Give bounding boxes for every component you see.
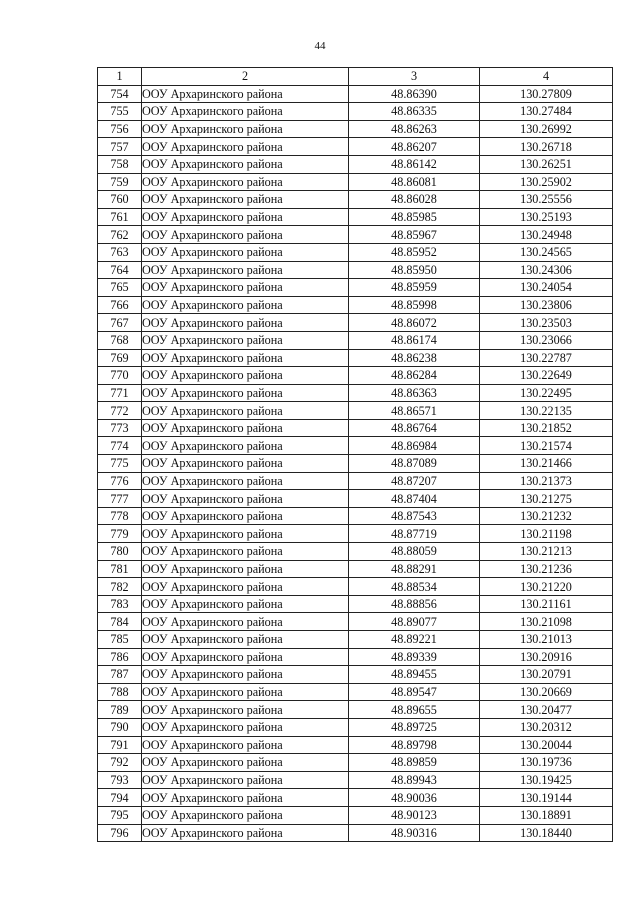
organization-cell: ООУ Архаринского района (142, 208, 349, 226)
table-row (98, 613, 613, 631)
organization-cell: ООУ Архаринского района (142, 507, 349, 525)
table-row (98, 296, 613, 314)
organization-cell: ООУ Архаринского района (142, 226, 349, 244)
row-number-cell: 784 (98, 613, 142, 631)
longitude-cell: 130.23066 (480, 331, 613, 349)
organization-cell: ООУ Архаринского района (142, 472, 349, 490)
row-number-cell: 777 (98, 490, 142, 508)
latitude-cell: 48.89725 (349, 718, 480, 736)
row-number-cell: 785 (98, 631, 142, 649)
latitude-cell: 48.87719 (349, 525, 480, 543)
latitude-cell: 48.87404 (349, 490, 480, 508)
row-number-cell: 792 (98, 754, 142, 772)
organization-cell: ООУ Архаринского района (142, 402, 349, 420)
row-number-cell: 758 (98, 155, 142, 173)
organization-cell: ООУ Архаринского района (142, 191, 349, 209)
latitude-cell: 48.86072 (349, 314, 480, 332)
longitude-cell: 130.25193 (480, 208, 613, 226)
row-number-cell: 781 (98, 560, 142, 578)
organization-cell: ООУ Архаринского района (142, 525, 349, 543)
latitude-cell: 48.85959 (349, 279, 480, 297)
organization-cell: ООУ Архаринского района (142, 595, 349, 613)
row-number-cell: 769 (98, 349, 142, 367)
table-row (98, 701, 613, 719)
longitude-cell: 130.27484 (480, 103, 613, 121)
row-number-cell: 773 (98, 419, 142, 437)
latitude-cell: 48.86984 (349, 437, 480, 455)
latitude-cell: 48.89547 (349, 683, 480, 701)
table-row (98, 85, 613, 103)
organization-cell: ООУ Архаринского района (142, 613, 349, 631)
organization-cell: ООУ Архаринского района (142, 578, 349, 596)
longitude-cell: 130.22649 (480, 367, 613, 385)
organization-cell: ООУ Архаринского района (142, 437, 349, 455)
row-number-cell: 796 (98, 824, 142, 842)
organization-cell: ООУ Архаринского района (142, 261, 349, 279)
row-number-cell: 760 (98, 191, 142, 209)
latitude-cell: 48.85952 (349, 243, 480, 261)
longitude-cell: 130.24306 (480, 261, 613, 279)
organization-cell: ООУ Архаринского района (142, 314, 349, 332)
table-row (98, 155, 613, 173)
latitude-cell: 48.87089 (349, 455, 480, 473)
longitude-cell: 130.21275 (480, 490, 613, 508)
latitude-cell: 48.89943 (349, 771, 480, 789)
latitude-cell: 48.90316 (349, 824, 480, 842)
longitude-cell: 130.19736 (480, 754, 613, 772)
organization-cell: ООУ Архаринского района (142, 419, 349, 437)
longitude-cell: 130.21213 (480, 543, 613, 561)
longitude-cell: 130.26992 (480, 120, 613, 138)
row-number-cell: 778 (98, 507, 142, 525)
row-number-cell: 783 (98, 595, 142, 613)
row-number-cell: 787 (98, 666, 142, 684)
organization-cell: ООУ Архаринского района (142, 331, 349, 349)
latitude-cell: 48.87207 (349, 472, 480, 490)
latitude-cell: 48.86571 (349, 402, 480, 420)
longitude-cell: 130.27809 (480, 85, 613, 103)
organization-cell: ООУ Архаринского района (142, 455, 349, 473)
longitude-cell: 130.21220 (480, 578, 613, 596)
organization-cell: ООУ Архаринского района (142, 683, 349, 701)
row-number-cell: 764 (98, 261, 142, 279)
latitude-cell: 48.89798 (349, 736, 480, 754)
row-number-cell: 756 (98, 120, 142, 138)
organization-cell: ООУ Архаринского района (142, 543, 349, 561)
table-row (98, 226, 613, 244)
row-number-cell: 767 (98, 314, 142, 332)
longitude-cell: 130.21466 (480, 455, 613, 473)
latitude-cell: 48.85998 (349, 296, 480, 314)
longitude-cell: 130.21574 (480, 437, 613, 455)
latitude-cell: 48.86174 (349, 331, 480, 349)
latitude-cell: 48.86142 (349, 155, 480, 173)
column-header-1: 1 (98, 68, 142, 86)
row-number-cell: 761 (98, 208, 142, 226)
organization-cell: ООУ Архаринского района (142, 384, 349, 402)
organization-cell: ООУ Архаринского района (142, 754, 349, 772)
organization-cell: ООУ Архаринского района (142, 120, 349, 138)
latitude-cell: 48.86363 (349, 384, 480, 402)
page-number: 44 (314, 40, 326, 52)
table-row (98, 631, 613, 649)
table-row (98, 789, 613, 807)
table-row (98, 525, 613, 543)
latitude-cell: 48.86207 (349, 138, 480, 156)
table-row (98, 490, 613, 508)
row-number-cell: 762 (98, 226, 142, 244)
longitude-cell: 130.21232 (480, 507, 613, 525)
row-number-cell: 793 (98, 771, 142, 789)
latitude-cell: 48.89339 (349, 648, 480, 666)
column-header-2: 2 (142, 68, 349, 86)
latitude-cell: 48.86335 (349, 103, 480, 121)
organization-cell: ООУ Архаринского района (142, 138, 349, 156)
longitude-cell: 130.24948 (480, 226, 613, 244)
longitude-cell: 130.22495 (480, 384, 613, 402)
longitude-cell: 130.21098 (480, 613, 613, 631)
latitude-cell: 48.85950 (349, 261, 480, 279)
longitude-cell: 130.21236 (480, 560, 613, 578)
longitude-cell: 130.19144 (480, 789, 613, 807)
longitude-cell: 130.20477 (480, 701, 613, 719)
row-number-cell: 788 (98, 683, 142, 701)
table-row (98, 560, 613, 578)
longitude-cell: 130.25556 (480, 191, 613, 209)
longitude-cell: 130.20791 (480, 666, 613, 684)
latitude-cell: 48.89221 (349, 631, 480, 649)
organization-cell: ООУ Архаринского района (142, 824, 349, 842)
column-header-3: 3 (349, 68, 480, 86)
latitude-cell: 48.86284 (349, 367, 480, 385)
table-row (98, 718, 613, 736)
organization-cell: ООУ Архаринского района (142, 736, 349, 754)
latitude-cell: 48.89455 (349, 666, 480, 684)
longitude-cell: 130.21013 (480, 631, 613, 649)
table-row (98, 191, 613, 209)
organization-cell: ООУ Архаринского района (142, 243, 349, 261)
row-number-cell: 779 (98, 525, 142, 543)
table-row (98, 261, 613, 279)
table-row (98, 736, 613, 754)
table-row (98, 507, 613, 525)
latitude-cell: 48.87543 (349, 507, 480, 525)
longitude-cell: 130.24054 (480, 279, 613, 297)
table-row (98, 472, 613, 490)
longitude-cell: 130.19425 (480, 771, 613, 789)
organization-cell: ООУ Архаринского района (142, 718, 349, 736)
row-number-cell: 791 (98, 736, 142, 754)
table-row (98, 138, 613, 156)
table-row (98, 384, 613, 402)
longitude-cell: 130.25902 (480, 173, 613, 191)
longitude-cell: 130.20044 (480, 736, 613, 754)
table-row (98, 279, 613, 297)
organization-cell: ООУ Архаринского района (142, 666, 349, 684)
longitude-cell: 130.21161 (480, 595, 613, 613)
row-number-cell: 786 (98, 648, 142, 666)
row-number-cell: 775 (98, 455, 142, 473)
table-row (98, 173, 613, 191)
organization-cell: ООУ Архаринского района (142, 560, 349, 578)
row-number-cell: 776 (98, 472, 142, 490)
table-row (98, 648, 613, 666)
longitude-cell: 130.22787 (480, 349, 613, 367)
table-row (98, 402, 613, 420)
latitude-cell: 48.85967 (349, 226, 480, 244)
row-number-cell: 763 (98, 243, 142, 261)
row-number-cell: 795 (98, 806, 142, 824)
longitude-cell: 130.21852 (480, 419, 613, 437)
longitude-cell: 130.26718 (480, 138, 613, 156)
latitude-cell: 48.86263 (349, 120, 480, 138)
row-number-cell: 765 (98, 279, 142, 297)
row-number-cell: 772 (98, 402, 142, 420)
latitude-cell: 48.86390 (349, 85, 480, 103)
latitude-cell: 48.86081 (349, 173, 480, 191)
row-number-cell: 757 (98, 138, 142, 156)
longitude-cell: 130.23806 (480, 296, 613, 314)
column-header-4: 4 (480, 68, 613, 86)
organization-cell: ООУ Архаринского района (142, 103, 349, 121)
row-number-cell: 768 (98, 331, 142, 349)
longitude-cell: 130.21198 (480, 525, 613, 543)
table-row (98, 595, 613, 613)
row-number-cell: 774 (98, 437, 142, 455)
table-header-row (98, 68, 613, 86)
longitude-cell: 130.26251 (480, 155, 613, 173)
row-number-cell: 754 (98, 85, 142, 103)
table-row (98, 120, 613, 138)
row-number-cell: 771 (98, 384, 142, 402)
organization-cell: ООУ Архаринского района (142, 349, 349, 367)
coordinates-table (97, 67, 613, 842)
row-number-cell: 794 (98, 789, 142, 807)
row-number-cell: 780 (98, 543, 142, 561)
table-row (98, 103, 613, 121)
latitude-cell: 48.88856 (349, 595, 480, 613)
latitude-cell: 48.89859 (349, 754, 480, 772)
table-row (98, 824, 613, 842)
latitude-cell: 48.86238 (349, 349, 480, 367)
longitude-cell: 130.18440 (480, 824, 613, 842)
table-row (98, 437, 613, 455)
longitude-cell: 130.20916 (480, 648, 613, 666)
row-number-cell: 790 (98, 718, 142, 736)
table-row (98, 314, 613, 332)
organization-cell: ООУ Архаринского района (142, 279, 349, 297)
longitude-cell: 130.20312 (480, 718, 613, 736)
longitude-cell: 130.18891 (480, 806, 613, 824)
latitude-cell: 48.90036 (349, 789, 480, 807)
organization-cell: ООУ Архаринского района (142, 85, 349, 103)
latitude-cell: 48.89077 (349, 613, 480, 631)
row-number-cell: 759 (98, 173, 142, 191)
table-row (98, 806, 613, 824)
row-number-cell: 766 (98, 296, 142, 314)
latitude-cell: 48.86764 (349, 419, 480, 437)
table-row (98, 243, 613, 261)
table-row (98, 771, 613, 789)
organization-cell: ООУ Архаринского района (142, 806, 349, 824)
longitude-cell: 130.24565 (480, 243, 613, 261)
table-row (98, 455, 613, 473)
row-number-cell: 782 (98, 578, 142, 596)
longitude-cell: 130.22135 (480, 402, 613, 420)
table-row (98, 349, 613, 367)
latitude-cell: 48.89655 (349, 701, 480, 719)
table-row (98, 754, 613, 772)
organization-cell: ООУ Архаринского района (142, 631, 349, 649)
organization-cell: ООУ Архаринского района (142, 648, 349, 666)
row-number-cell: 770 (98, 367, 142, 385)
latitude-cell: 48.85985 (349, 208, 480, 226)
organization-cell: ООУ Архаринского района (142, 771, 349, 789)
longitude-cell: 130.23503 (480, 314, 613, 332)
organization-cell: ООУ Архаринского района (142, 789, 349, 807)
organization-cell: ООУ Архаринского района (142, 701, 349, 719)
longitude-cell: 130.21373 (480, 472, 613, 490)
row-number-cell: 789 (98, 701, 142, 719)
table-row (98, 367, 613, 385)
table-row (98, 331, 613, 349)
longitude-cell: 130.20669 (480, 683, 613, 701)
organization-cell: ООУ Архаринского района (142, 155, 349, 173)
row-number-cell: 755 (98, 103, 142, 121)
table-row (98, 208, 613, 226)
organization-cell: ООУ Архаринского района (142, 296, 349, 314)
latitude-cell: 48.86028 (349, 191, 480, 209)
latitude-cell: 48.88059 (349, 543, 480, 561)
organization-cell: ООУ Архаринского района (142, 173, 349, 191)
latitude-cell: 48.88534 (349, 578, 480, 596)
table-row (98, 578, 613, 596)
organization-cell: ООУ Архаринского района (142, 367, 349, 385)
table-row (98, 666, 613, 684)
latitude-cell: 48.88291 (349, 560, 480, 578)
table-row (98, 683, 613, 701)
table-body (98, 85, 613, 842)
table-row (98, 419, 613, 437)
organization-cell: ООУ Архаринского района (142, 490, 349, 508)
table-row (98, 543, 613, 561)
latitude-cell: 48.90123 (349, 806, 480, 824)
